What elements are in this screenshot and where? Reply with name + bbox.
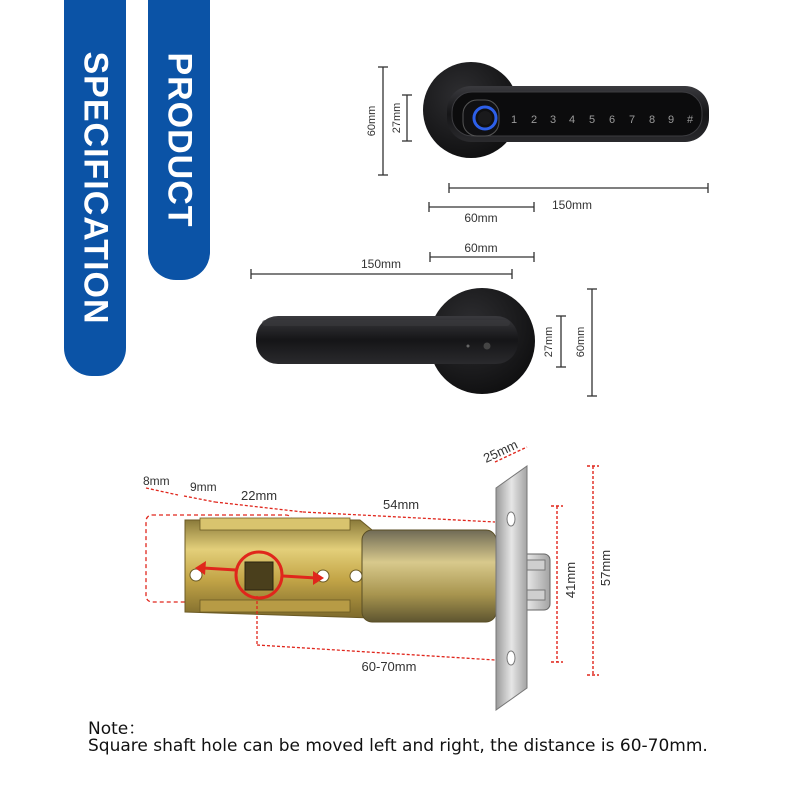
- keypad-key-9: 9: [667, 114, 675, 126]
- keypad-key-2: 2: [530, 114, 538, 126]
- bottom-height-inner-label: 27mm: [543, 326, 555, 358]
- latch-dim-d-label: 54mm: [383, 497, 420, 512]
- keypad-key-5: 5: [588, 114, 596, 126]
- keypad-key-1: 1: [510, 114, 518, 126]
- keypad-key-8: 8: [648, 114, 656, 126]
- plate-outer-label: 57mm: [598, 549, 613, 587]
- latch-dim-c-label: 22mm: [241, 488, 278, 503]
- latch-face-plate: [496, 466, 527, 710]
- keypad-key-4: 4: [568, 114, 576, 126]
- top-height-inner-label: 27mm: [391, 102, 403, 134]
- note-title: Note：: [88, 719, 146, 739]
- top-handle: [423, 62, 709, 158]
- backset-label: 60-70mm: [361, 659, 417, 674]
- top-height-outer-label: 60mm: [366, 105, 378, 137]
- product-label: PRODUCT: [160, 52, 199, 228]
- latch-dim-b-label: 9mm: [190, 480, 217, 494]
- keypad-key-3: 3: [549, 114, 557, 126]
- keypad-key-6: 6: [608, 114, 616, 126]
- plate-inner-label: 41mm: [563, 561, 578, 599]
- note-text: Square shaft hole can be moved left and right, the distance is 60-70mm.: [88, 736, 708, 756]
- bottom-rose-width-label: 60mm: [464, 241, 498, 255]
- latch-cylinder: [362, 530, 496, 622]
- keypad-key-7: 7: [628, 114, 636, 126]
- latch-dim-a-label: 8mm: [143, 474, 170, 488]
- square-shaft-hole: [245, 562, 273, 590]
- latch-plate-width-label: 25mm: [480, 436, 521, 466]
- keypad-key-hash: #: [686, 114, 694, 126]
- keyhole-icon: [484, 343, 491, 350]
- bottom-length-label: 150mm: [360, 257, 402, 271]
- bottom-handle: [256, 288, 535, 394]
- top-rose-width-label: 60mm: [464, 211, 498, 225]
- bottom-height-outer-label: 60mm: [575, 326, 587, 358]
- specification-label: SPECIFICATION: [76, 51, 115, 325]
- top-length-label: 150mm: [551, 198, 593, 212]
